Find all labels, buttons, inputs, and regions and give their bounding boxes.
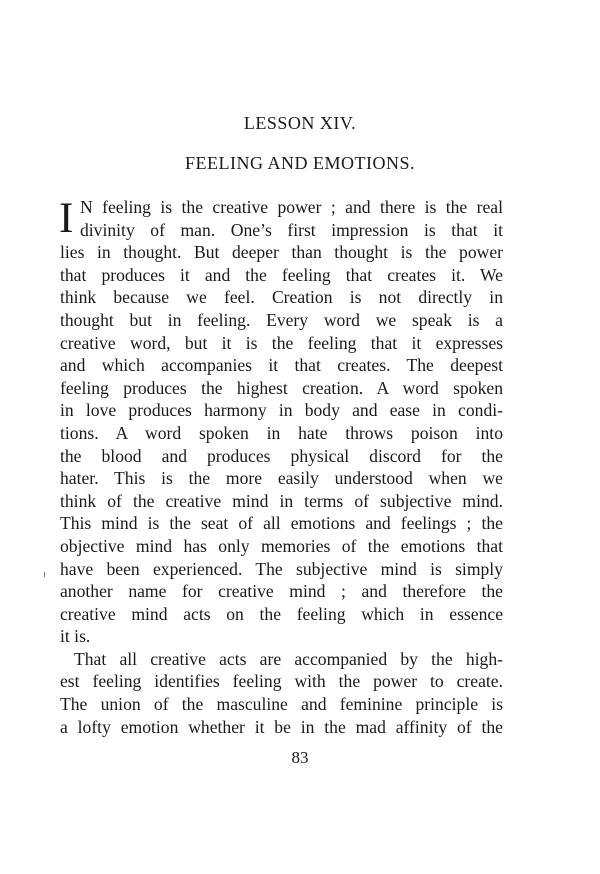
text-line: That all creative acts are accompanied by the high- bbox=[74, 648, 503, 669]
text-line: another name for creative mind ; and therefore the bbox=[60, 581, 503, 602]
text-line: think because we feel. Creation is not directly in bbox=[60, 287, 503, 308]
text-line: and which accompanies it that creates. The deepest bbox=[60, 355, 503, 376]
text-line: feeling produces the highest creation. A word spoken bbox=[60, 377, 503, 398]
text-line: objective mind has only memories of the emotions that bbox=[60, 535, 503, 556]
text-line: lies in thought. But deeper than thought is the power bbox=[60, 242, 503, 263]
text-line: the blood and produces physical discord for the bbox=[60, 445, 503, 466]
text-line: tions. A word spoken in hate throws poison into bbox=[60, 422, 503, 443]
text-line: creative word, but it is the feeling that it expresses bbox=[60, 332, 503, 353]
body-text bbox=[60, 196, 503, 738]
text-line: that produces it and the feeling that creates it. We bbox=[60, 264, 503, 285]
text-line: N feeling is the creative power ; and there is the real bbox=[80, 197, 503, 217]
scan-mark bbox=[44, 572, 45, 577]
lesson-number: LESSON XIV. bbox=[243, 113, 357, 133]
paragraph-2 bbox=[60, 648, 503, 738]
text-line: This mind is the seat of all emotions and feelings ; the bbox=[60, 513, 503, 534]
page-number: 83 bbox=[291, 748, 309, 767]
text-line: est feeling identifies feeling with the power to create. bbox=[60, 671, 503, 692]
text-line: thought but in feeling. Every word we speak is a bbox=[60, 309, 503, 330]
drop-cap: I bbox=[59, 195, 74, 242]
paragraph-1 bbox=[60, 196, 503, 648]
text-line: a lofty emotion whether it be in the mad affinity of the bbox=[60, 716, 503, 737]
text-line: in love produces harmony in body and ease in condi- bbox=[60, 400, 503, 421]
text-line: creative mind acts on the feeling which in essence bbox=[60, 603, 503, 624]
text-line: have been experienced. The subjective mind is simply bbox=[60, 558, 503, 579]
text-line: divinity of man. One’s first impression is that it bbox=[80, 219, 503, 240]
text-line: The union of the masculine and feminine principle is bbox=[60, 694, 503, 715]
lesson-title: FEELING AND EMOTIONS. bbox=[185, 153, 415, 173]
text-line: think of the creative mind in terms of subjective mind. bbox=[60, 490, 503, 511]
text-line: it is. bbox=[60, 626, 91, 647]
text-line: hater. This is the more easily understood when we bbox=[60, 468, 503, 489]
